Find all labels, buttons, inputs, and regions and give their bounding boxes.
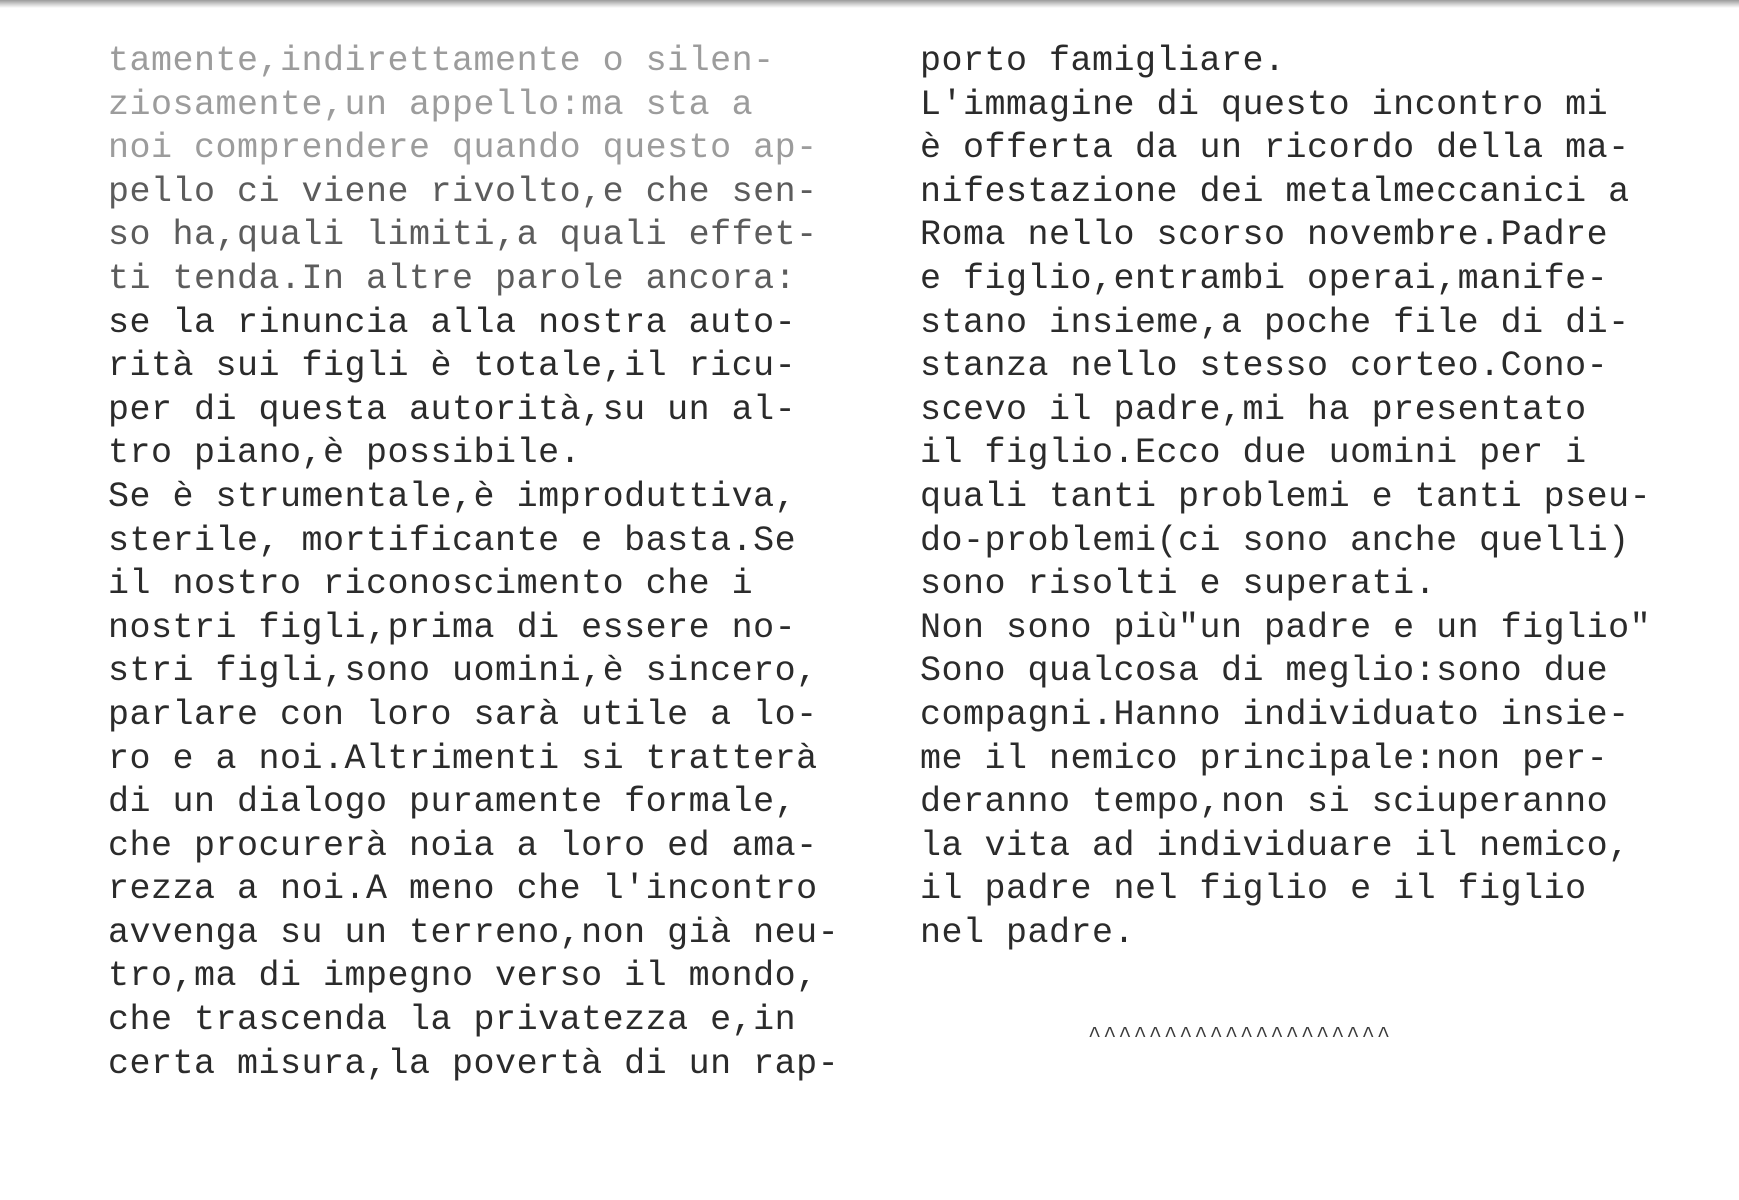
right-text-column — [920, 40, 1710, 955]
text-line: pello ci viene rivolto,e che sen- — [108, 171, 818, 212]
text-line: il padre nel figlio e il figlio — [920, 869, 1587, 910]
section-separator: ^^^^^^^^^^^^^^^^^^^^ — [1088, 1024, 1393, 1049]
text-line: tro,ma di impegno verso il mondo, — [108, 956, 818, 997]
text-line: sono risolti e superati. — [920, 564, 1437, 605]
text-line: la vita ad individuare il nemico, — [920, 825, 1630, 866]
text-line: scevo il padre,mi ha presentato — [920, 389, 1587, 430]
text-line: nostri figli,prima di essere no- — [108, 607, 797, 648]
text-line: Se è strumentale,è improduttiva, — [108, 476, 797, 517]
text-line: deranno tempo,non si sciuperanno — [920, 782, 1609, 823]
text-line: di un dialogo puramente formale, — [108, 782, 797, 823]
text-line: tro piano,è possibile. — [108, 433, 582, 474]
text-line: avvenga su un terreno,non già neu- — [108, 912, 840, 953]
text-line: porto famigliare. — [920, 41, 1286, 81]
text-line: stri figli,sono uomini,è sincero, — [108, 651, 818, 692]
text-line: il nostro riconoscimento che i — [108, 564, 754, 605]
text-line: compagni.Hanno individuato insie- — [920, 694, 1630, 735]
text-line: nel padre. — [920, 912, 1136, 953]
text-line: il figlio.Ecco due uomini per i — [920, 433, 1587, 474]
text-line: ziosamente,un appello:ma sta a — [108, 84, 754, 125]
text-line: stanza nello stesso corteo.Cono- — [920, 346, 1609, 387]
text-line: parlare con loro sarà utile a lo- — [108, 694, 818, 735]
text-line: Sono qualcosa di meglio:sono due — [920, 651, 1609, 692]
text-line: L'immagine di questo incontro mi — [920, 84, 1609, 125]
text-line: che procurerà noia a loro ed ama- — [108, 825, 818, 866]
text-line: certa misura,la povertà di un rap- — [108, 1043, 840, 1084]
text-line: se la rinuncia alla nostra auto- — [108, 302, 797, 343]
text-line: stano insieme,a poche file di di- — [920, 302, 1630, 343]
text-line: quali tanti problemi e tanti pseu- — [920, 476, 1652, 517]
text-line: che trascenda la privatezza e,in — [108, 1000, 797, 1041]
text-line: ro e a noi.Altrimenti si tratterà — [108, 738, 818, 779]
text-line: so ha,quali limiti,a quali effet- — [108, 215, 818, 256]
text-line: rezza a noi.A meno che l'incontro — [108, 869, 818, 910]
text-line: do-problemi(ci sono anche quelli) — [920, 520, 1630, 561]
text-line: noi comprendere quando questo ap- — [108, 128, 818, 169]
text-line: rità sui figli è totale,il ricu- — [108, 346, 797, 387]
text-line: tamente,indirettamente o silen- — [108, 41, 775, 81]
text-line: ti tenda.In altre parole ancora: — [108, 258, 797, 299]
page-top-edge — [0, 0, 1739, 8]
text-line: me il nemico principale:non per- — [920, 738, 1609, 779]
text-line: e figlio,entrambi operai,manife- — [920, 258, 1609, 299]
left-text-column — [108, 40, 878, 1086]
text-line: Roma nello scorso novembre.Padre — [920, 215, 1609, 256]
text-line: è offerta da un ricordo della ma- — [920, 128, 1630, 169]
text-line: per di questa autorità,su un al- — [108, 389, 797, 430]
text-line: sterile, mortificante e basta.Se — [108, 520, 797, 561]
text-line: nifestazione dei metalmeccanici a — [920, 171, 1630, 212]
text-line: Non sono più"un padre e un figlio" — [920, 607, 1652, 648]
